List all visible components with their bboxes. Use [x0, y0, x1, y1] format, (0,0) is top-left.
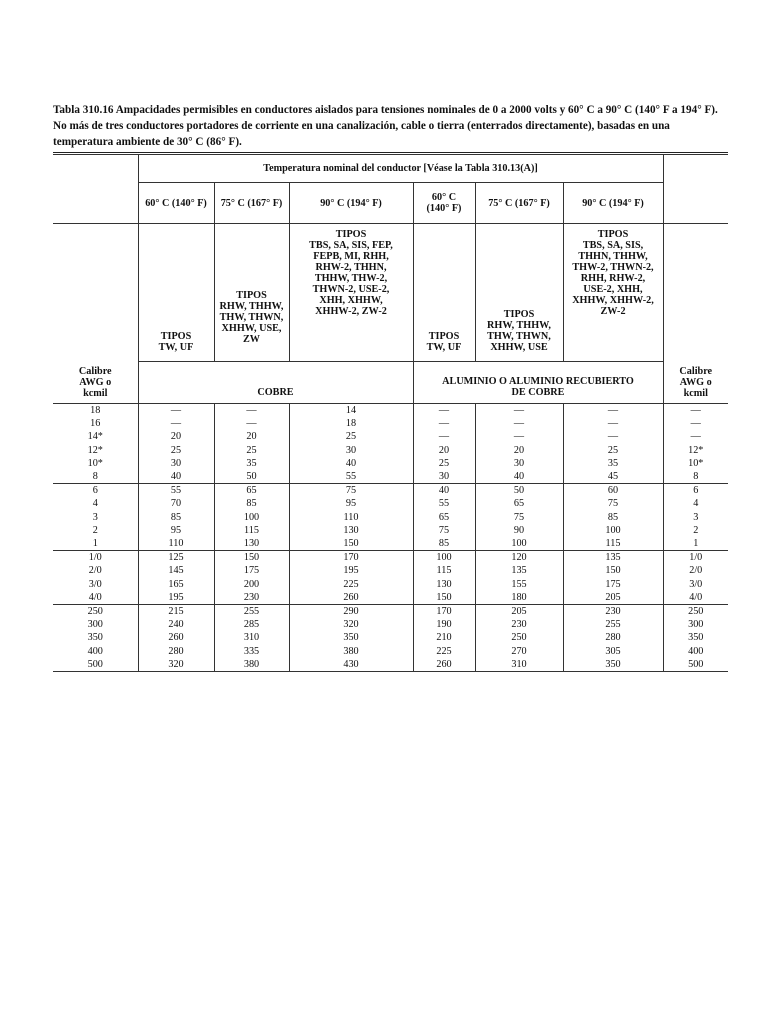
table-cell-value: 260 [343, 591, 359, 603]
table-cell-value: 120 [511, 552, 527, 564]
table-cell-value: 195 [343, 565, 359, 577]
aluminum-header: ALUMINIO O ALUMINIO RECUBIERTO DE COBRE [413, 362, 663, 404]
table-cell-value: 1 [693, 538, 699, 550]
table-cell-value: 225 [436, 645, 452, 657]
table-cell-value: 50 [513, 485, 525, 497]
table-cell-value: 305 [605, 645, 621, 657]
cell-al75 [475, 484, 563, 551]
table-cell-value: 230 [511, 619, 527, 631]
table-cell-value: 215 [168, 606, 184, 618]
cell-cu90 [289, 605, 413, 672]
table-cell-value: 285 [243, 619, 260, 631]
table-cell-value: 45 [607, 471, 619, 483]
cell-cu90 [289, 551, 413, 605]
table-cell-value: 175 [605, 578, 621, 590]
table-cell-value: 85 [438, 538, 450, 550]
table-cell-value: 10* [87, 457, 103, 469]
cell-al75 [475, 404, 563, 484]
table-cell-value: 135 [605, 552, 621, 564]
table-cell-value: — [607, 405, 619, 416]
table-cell-value: 90 [513, 524, 525, 536]
cell-cu75 [214, 404, 289, 484]
table-cell-value: 205 [511, 606, 527, 618]
table-cell-value: 85 [246, 498, 257, 510]
table-cell-value: 50 [246, 471, 257, 483]
table-cell-value: 25 [246, 444, 257, 456]
cell-cal-left [53, 605, 138, 672]
types-al75: TIPOS RHW, THHW, THW, THWN, XHHW, USE [475, 224, 563, 362]
table-cell-value: — [513, 405, 525, 416]
table-cell-value: 100 [605, 524, 621, 536]
table-cell-value: 2 [693, 524, 699, 536]
table-cell-value: 40 [345, 457, 357, 469]
temp-header-al60: 60° C (140° F) [413, 183, 475, 224]
table-cell-value: 30 [438, 471, 450, 483]
table-cell-value: 25 [438, 457, 450, 469]
table-cell-value: 16 [90, 418, 101, 430]
table-cell-value: 18 [345, 418, 357, 430]
table-cell-value: 40 [170, 471, 182, 483]
table-cell-value: 12* [87, 444, 103, 456]
table-cell-value: 85 [170, 511, 182, 523]
table-cell-value: 230 [243, 591, 260, 603]
table-cell-value: 260 [168, 632, 184, 644]
table-cell-value: 85 [607, 511, 619, 523]
table-cell-value: — [438, 418, 450, 430]
table-cell-value: 1 [92, 538, 98, 550]
table-cell-value: 20 [170, 431, 182, 443]
table-cell-value: — [513, 418, 525, 430]
table-cell-value: 75 [513, 511, 525, 523]
table-cell-value: — [607, 431, 619, 443]
table-cell-value: 14* [87, 431, 103, 443]
types-cu90: TIPOS TBS, SA, SIS, FEP, FEPB, MI, RHH, RHW-2, THHN, THHW, THW-2, THWN-2, USE-2, XHH, XHHW, XHHW-2, ZW-2 [289, 224, 413, 362]
temp-header-cu90: 90° C (194° F) [289, 183, 413, 224]
cell-cal-right [663, 404, 728, 484]
table-cell-value: — [690, 431, 701, 443]
table-cell-value: — [690, 405, 701, 416]
table-cell-value: 4/0 [689, 591, 703, 603]
cell-al60 [413, 404, 475, 484]
cell-al90 [563, 404, 663, 484]
table-cell-value: 335 [243, 645, 260, 657]
table-cell-value: 25 [607, 444, 619, 456]
ampacity-table [53, 154, 728, 672]
table-cell-value: 3/0 [689, 578, 703, 590]
table-cell-value: 350 [343, 632, 359, 644]
temp-header-cu75: 75° C (167° F) [214, 183, 289, 224]
temp-header-al90: 90° C (194° F) [563, 183, 663, 224]
table-cell-value: 400 [688, 645, 704, 657]
table-cell-value: 6 [693, 485, 699, 497]
cell-al90 [563, 551, 663, 605]
cell-al90 [563, 605, 663, 672]
table-cell-value: 320 [343, 619, 359, 631]
cell-cu75 [214, 605, 289, 672]
table-cell-value: 155 [511, 578, 527, 590]
table-cell-value: — [246, 405, 257, 416]
table-cell-value: 165 [168, 578, 184, 590]
header-corner-left [53, 155, 138, 183]
cell-al60 [413, 551, 475, 605]
cell-cu60 [138, 484, 214, 551]
table-cell-value: 500 [87, 658, 103, 670]
table-cell-value: 55 [345, 471, 357, 483]
table-cell-value: — [513, 431, 525, 443]
table-cell-value: 65 [513, 498, 525, 510]
cell-al60 [413, 605, 475, 672]
table-cell-value: 8 [92, 471, 98, 483]
table-row-group [53, 551, 728, 605]
cell-cu60 [138, 551, 214, 605]
temp-header-al75: 75° C (167° F) [475, 183, 563, 224]
cell-cu90 [289, 404, 413, 484]
table-cell-value: 130 [343, 524, 359, 536]
table-cell-value: 95 [345, 498, 357, 510]
table-cell-value: 350 [605, 658, 621, 670]
table-cell-value: 250 [87, 606, 103, 618]
table-cell-value: 110 [168, 538, 184, 550]
types-al60: TIPOS TW, UF [413, 224, 475, 362]
table-cell-value: — [607, 418, 619, 430]
table-cell-value: 40 [513, 471, 525, 483]
table-cell-value: 3 [693, 511, 699, 523]
table-cell-value: 125 [168, 552, 184, 564]
table-cell-value: 300 [87, 619, 103, 631]
table-cell-value: 290 [343, 606, 359, 618]
table-cell-value: 210 [436, 632, 452, 644]
table-row-group [53, 484, 728, 551]
table-cell-value: 115 [605, 538, 621, 550]
calibre-header-right: Calibre AWG o kcmil [663, 224, 728, 404]
table-cell-value: — [438, 431, 450, 443]
table-cell-value: 350 [87, 632, 103, 644]
table-cell-value: — [170, 418, 182, 430]
copper-header: COBRE [138, 362, 413, 404]
table-cell-value: 75 [345, 485, 357, 497]
cell-cal-right [663, 605, 728, 672]
cell-al60 [413, 484, 475, 551]
table-cell-value: — [438, 405, 450, 416]
cell-cu60 [138, 404, 214, 484]
table-cell-value: 3 [92, 511, 98, 523]
table-cell-value: 110 [343, 511, 359, 523]
table-cell-value: 150 [243, 552, 260, 564]
table-cell-value: 25 [345, 431, 357, 443]
types-cu60: TIPOS TW, UF [138, 224, 214, 362]
table-cell-value: 280 [605, 632, 621, 644]
table-cell-value: 8 [693, 471, 699, 483]
table-cell-value: 4 [92, 498, 98, 510]
table-cell-value: 75 [438, 524, 450, 536]
table-cell-value: 135 [511, 565, 527, 577]
table-cell-value: 65 [246, 485, 257, 497]
cell-cal-left [53, 404, 138, 484]
table-cell-value: 230 [605, 606, 621, 618]
table-cell-value: 380 [243, 658, 260, 670]
table-cell-value: 4/0 [88, 591, 102, 603]
table-cell-value: 150 [436, 591, 452, 603]
table-cell-value: 75 [607, 498, 619, 510]
table-cell-value: 1/0 [689, 552, 703, 564]
table-cell-value: 205 [605, 591, 621, 603]
table-row-group [53, 605, 728, 672]
table-cell-value: 170 [436, 606, 452, 618]
table-cell-value: 270 [511, 645, 527, 657]
table-caption: Tabla 310.16 Ampacidades permisibles en conductores aislados para tensiones nominales de 0 a 2000 volts y 60° C a 90° C (140° F a 194° F). No más de tres conductores portadores de corriente en una canalización, cable o tierra (enterrados directamente), basadas en una temperatura ambiente de 30° C (86° F). [53, 104, 718, 148]
types-cu75: TIPOS RHW, THHW, THW, THWN, XHHW, USE, ZW [214, 224, 289, 362]
table-cell-value: 65 [438, 511, 450, 523]
table-cell-value: 255 [605, 619, 621, 631]
table-cell-value: 350 [688, 632, 704, 644]
table-cell-value: 60 [607, 485, 619, 497]
table-cell-value: 2 [92, 524, 98, 536]
table-cell-value: 130 [243, 538, 260, 550]
table-cell-value: 150 [605, 565, 621, 577]
table-cell-value: 250 [688, 606, 704, 618]
cell-cu90 [289, 484, 413, 551]
table-top-rule [53, 152, 728, 153]
table-cell-value: 115 [244, 524, 259, 536]
types-al90: TIPOS TBS, SA, SIS, THHN, THHW, THW-2, THWN-2, RHH, RHW-2, USE-2, XHH, XHHW, XHHW-2, ZW-2 [563, 224, 663, 362]
table-cell-value: 40 [438, 485, 450, 497]
table-cell-value: — [690, 418, 701, 430]
table-cell-value: 145 [168, 565, 184, 577]
header-corner-right [663, 155, 728, 183]
table-cell-value: 10* [688, 457, 704, 469]
table-cell-value: 260 [436, 658, 452, 670]
table-cell-value: 380 [343, 645, 359, 657]
cell-cal-right [663, 484, 728, 551]
table-cell-value: 35 [607, 457, 619, 469]
cell-al75 [475, 551, 563, 605]
table-cell-value: 175 [243, 565, 260, 577]
table-cell-value: 20 [246, 431, 257, 443]
table-cell-value: 190 [436, 619, 452, 631]
table-cell-value: 70 [170, 498, 182, 510]
table-cell-value: 115 [436, 565, 452, 577]
table-cell-value: 20 [438, 444, 450, 456]
table-cell-value: 25 [170, 444, 182, 456]
cell-cu60 [138, 605, 214, 672]
table-cell-value: 200 [243, 578, 260, 590]
table-cell-value: 55 [170, 485, 182, 497]
table-cell-value: 6 [92, 485, 98, 497]
cell-al90 [563, 484, 663, 551]
table-cell-value: 240 [168, 619, 184, 631]
table-cell-value: 255 [243, 606, 260, 618]
table-cell-value: 1/0 [88, 552, 102, 564]
table-cell-value: 35 [246, 457, 257, 469]
table-cell-value: 250 [511, 632, 527, 644]
table-cell-value: 30 [513, 457, 525, 469]
cell-cal-left [53, 551, 138, 605]
table-cell-value: 225 [343, 578, 359, 590]
table-cell-value: 18 [90, 405, 101, 416]
table-row-group [53, 404, 728, 484]
cell-cu75 [214, 551, 289, 605]
table-cell-value: 30 [170, 457, 182, 469]
table-cell-value: 2/0 [88, 565, 102, 577]
table-cell-value: 400 [87, 645, 103, 657]
table-cell-value: 300 [688, 619, 704, 631]
table-cell-value: 4 [693, 498, 699, 510]
table-cell-value: 3/0 [88, 578, 102, 590]
table-cell-value: 30 [345, 444, 357, 456]
temp-group-header: Temperatura nominal del conductor [Véase la Tabla 310.13(A)] [138, 155, 663, 183]
table-cell-value: 280 [168, 645, 184, 657]
cell-cal-left [53, 484, 138, 551]
table-cell-value: — [246, 418, 257, 430]
table-cell-value: 100 [511, 538, 527, 550]
table-cell-value: 430 [343, 658, 359, 670]
table-cell-value: 310 [243, 632, 260, 644]
table-cell-value: 95 [170, 524, 182, 536]
table-cell-value: 55 [438, 498, 450, 510]
table-cell-value: 310 [511, 658, 527, 670]
cell-cu75 [214, 484, 289, 551]
table-cell-value: 130 [436, 578, 452, 590]
cell-al75 [475, 605, 563, 672]
table-cell-value: 500 [688, 658, 704, 670]
calibre-header-left: Calibre AWG o kcmil [53, 224, 138, 404]
table-cell-value: 180 [511, 591, 527, 603]
table-cell-value: 2/0 [689, 565, 703, 577]
temp-header-cu60: 60° C (140° F) [138, 183, 214, 224]
table-cell-value: 100 [436, 552, 452, 564]
table-cell-value: — [170, 405, 182, 416]
table-cell-value: 12* [688, 444, 704, 456]
table-cell-value: 170 [343, 552, 359, 564]
table-cell-value: 14 [345, 405, 357, 416]
table-cell-value: 195 [168, 591, 184, 603]
cell-cal-right [663, 551, 728, 605]
table-cell-value: 20 [513, 444, 525, 456]
table-cell-value: 320 [168, 658, 184, 670]
table-cell-value: 100 [243, 511, 260, 523]
table-cell-value: 150 [343, 538, 359, 550]
